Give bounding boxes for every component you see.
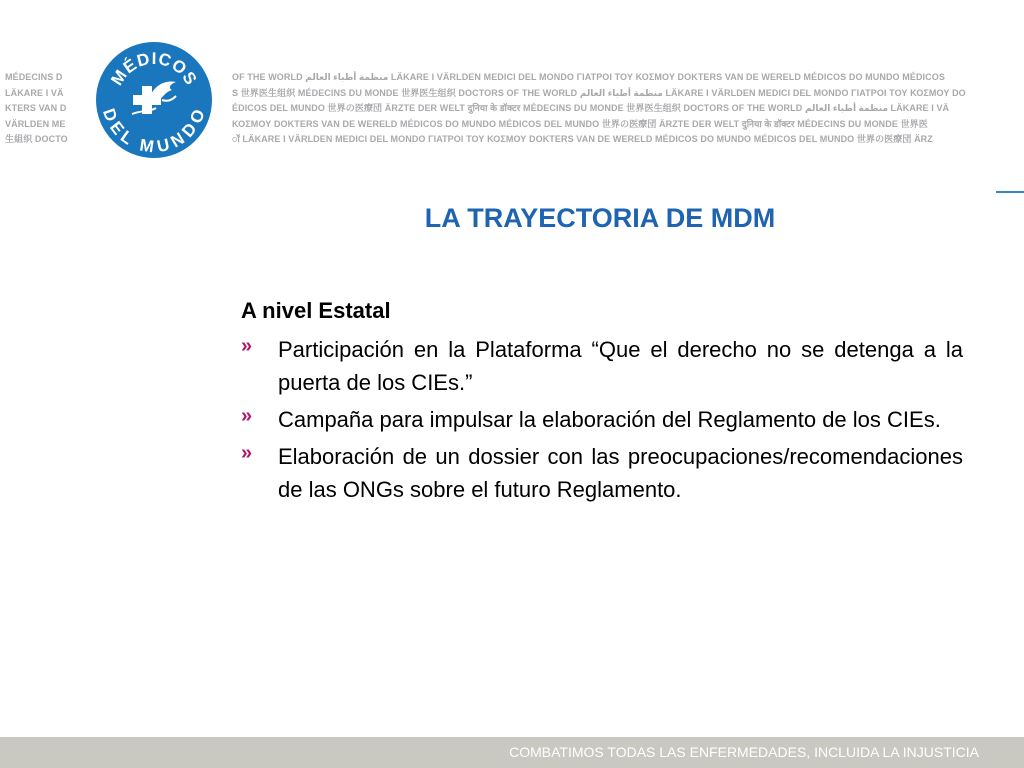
logo-emblem-icon	[92, 38, 216, 162]
slide-content	[241, 295, 963, 510]
bullet-item	[241, 403, 963, 436]
slide-title: LA TRAYECTORIA DE MDM	[424, 203, 776, 233]
band-right-line: OF THE WORLD منظمة أطباء العالم LÄKARE I VÄRLDEN MEDICI DEL MONDO ΓΙΑΤΡΟΙ ΤΟΥ ΚΟΣΜΟΥ DOKTERS VAN DE WERELD MÉDICOS DO MUNDO MÉDICOS	[232, 72, 945, 82]
bullet-marker: »	[241, 442, 253, 464]
header-band-left-text	[5, 70, 73, 148]
band-right-line: S 世界医生组织 MÉDECINS DU MONDE 世界医生组织 DOCTORS OF THE WORLD منظمة أطباء العالم LÄKARE I VÄRLDEN MEDICI DEL MONDO ΓΙΑΤΡΟΙ ΤΟΥ ΚΟΣΜΟΥ DO	[232, 87, 966, 98]
bullet-text: Elaboración de un dossier con las preocupaciones/recomendaciones de las ONGs sobre el futuro Reglamento.	[278, 444, 963, 502]
band-right-line: ॉ LÄKARE I VÄRLDEN MEDICI DEL MONDO ΓΙΑΤΡΟΙ ΤΟΥ ΚΟΣΜΟΥ DOKTERS VAN DE WERELD MÉDICOS DO MUNDO MÉDICOS DEL MUNDO 世界の医療団 ÄRZ	[232, 134, 933, 144]
band-right-line: ÉDICOS DEL MUNDO 世界の医療団 ÄRZTE DER WELT दुनिया के डॉक्टर MÉDECINS DU MONDE 世界医生组织 DOCTORS OF THE WORLD منظمة أطباء العالم LÄKARE I VÄ	[232, 103, 950, 113]
bullet-marker: »	[241, 405, 253, 427]
footer-slogan: COMBATIMOS TODAS LAS ENFERMEDADES, INCLUIDA LA INJUSTICIA	[509, 744, 979, 760]
band-left-line: KTERS VAN D	[5, 103, 67, 113]
band-right-line: ΚΟΣΜΟΥ DOKTERS VAN DE WERELD MÉDICOS DO MUNDO MÉDICOS DEL MUNDO 世界の医療団 ÄRZTE DER WELT दुनिया के डॉक्टर MÉDECINS DU MONDE 世界医	[232, 118, 928, 129]
bullet-item	[241, 440, 963, 506]
logo-bottom-text: DEL MUNDO	[98, 106, 210, 157]
band-left-line: LÄKARE I VÄ	[5, 87, 64, 98]
logo-top-text: MÉDICOS	[107, 48, 201, 89]
section-heading: A nivel Estatal	[241, 298, 391, 323]
footer-bar	[0, 737, 1024, 768]
band-left-line: VÄRLDEN ME	[5, 118, 66, 129]
band-left-line: 生組织 DOCTO	[5, 134, 68, 144]
header-band-right-text	[232, 70, 1018, 148]
bullet-item	[241, 333, 963, 399]
medicos-del-mundo-logo	[92, 38, 216, 162]
bullet-text: Campaña para impulsar la elaboración del Reglamento de los CIEs.	[278, 407, 941, 432]
header-accent-line	[996, 191, 1024, 193]
bullet-text: Participación en la Plataforma “Que el derecho no se detenga a la puerta de los CIEs.”	[278, 337, 963, 395]
band-left-line: MÉDECINS D	[5, 72, 63, 82]
bullet-marker: »	[241, 335, 253, 357]
